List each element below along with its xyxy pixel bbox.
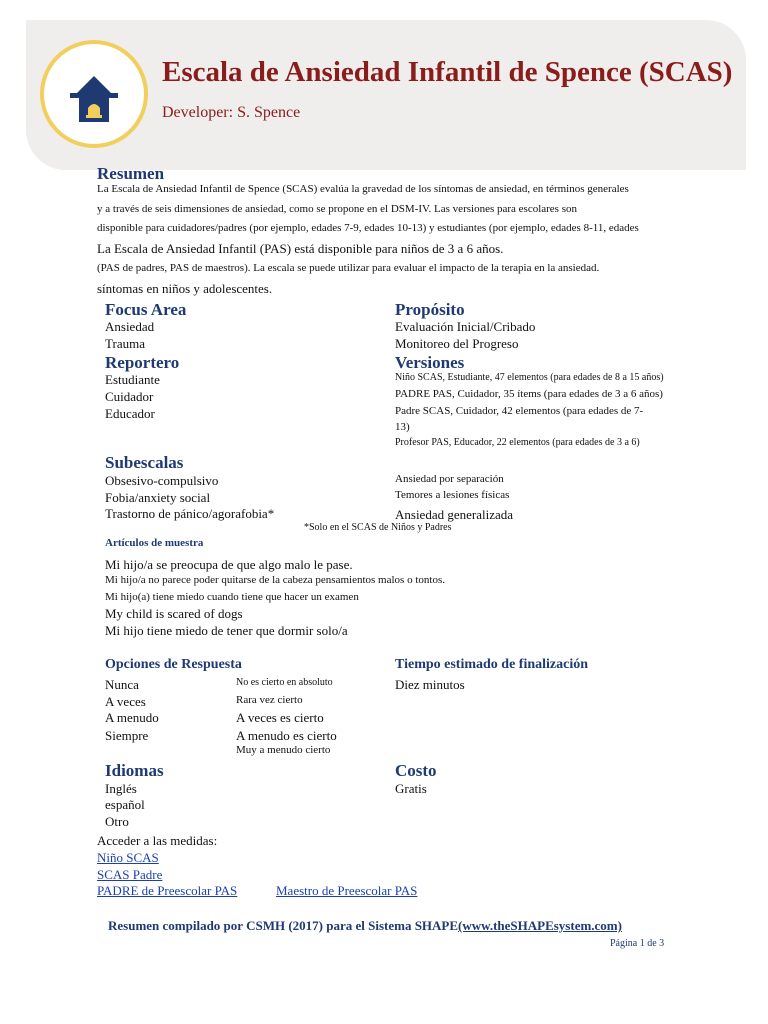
house-bell-icon [44, 44, 144, 144]
summary-line: La Escala de Ansiedad Infantil (PAS) está disponible para niños de 3 a 6 años. [97, 241, 504, 256]
version-item: Padre SCAS, Cuidador, 42 elementos (para edades de 7- [395, 405, 644, 417]
purpose-heading: Propósito [395, 300, 465, 319]
response-option-meaning: Muy a menudo cierto [236, 744, 331, 756]
cost-value: Gratis [395, 781, 427, 796]
version-item: 13) [395, 421, 410, 433]
summary-line: (PAS de padres, PAS de maestros). La escala se puede utilizar para evaluar el impacto de la terapia en la ansiedad. [97, 262, 600, 274]
focus-area-heading: Focus Area [105, 300, 187, 319]
time-value: Diez minutos [395, 677, 465, 692]
response-option: Nunca [105, 677, 139, 692]
summary-line: síntomas en niños y adolescentes. [97, 281, 273, 296]
subscale-item: Obsesivo-compulsivo [105, 473, 219, 488]
subscale-item: Ansiedad generalizada [395, 507, 514, 522]
language-item: español [105, 797, 145, 812]
subscale-item: Temores a lesiones físicas [395, 489, 510, 501]
subscale-item: Trastorno de pánico/agorafobia* [105, 506, 275, 521]
purpose-item: Monitoreo del Progreso [395, 336, 519, 351]
link-nino-scas[interactable]: Niño SCAS [97, 850, 159, 865]
link-scas-padre[interactable]: SCAS Padre [97, 867, 163, 882]
summary-line: La Escala de Ansiedad Infantil de Spence (SCAS) evalúa la gravedad de los síntomas de ansiedad, en términos generales [97, 183, 629, 195]
access-label: Acceder a las medidas: [97, 833, 218, 848]
reporter-item: Educador [105, 406, 155, 421]
reporter-item: Estudiante [105, 372, 160, 387]
response-option-meaning: A veces es cierto [236, 710, 324, 725]
purpose-item: Evaluación Inicial/Cribado [395, 319, 536, 334]
response-option-meaning: A menudo es cierto [236, 728, 337, 743]
logo [40, 40, 148, 148]
focus-area-item: Trauma [105, 336, 145, 351]
summary-heading: Resumen [97, 164, 165, 183]
footer-credit [108, 918, 622, 934]
link-maestro-preescolar-pas[interactable]: Maestro de Preescolar PAS [276, 883, 418, 898]
sample-item: Mi hijo/a se preocupa de que algo malo le pase. [105, 557, 353, 572]
language-item: Otro [105, 814, 129, 829]
languages-heading: Idiomas [105, 761, 164, 780]
reporter-heading: Reportero [105, 353, 180, 372]
page-number: Página 1 de 3 [610, 938, 665, 949]
response-option: A menudo [105, 710, 159, 725]
subscale-item: Ansiedad por separación [395, 473, 504, 485]
response-option-meaning: Rara vez cierto [236, 694, 303, 706]
sample-item: Mi hijo(a) tiene miedo cuando tiene que hacer un examen [105, 591, 359, 603]
version-item: Niño SCAS, Estudiante, 47 elementos (para edades de 8 a 15 años) [395, 372, 664, 383]
sample-item: My child is scared of dogs [105, 606, 243, 621]
focus-area-item: Ansiedad [105, 319, 155, 334]
sample-items-heading: Artículos de muestra [105, 537, 204, 549]
reporter-item: Cuidador [105, 389, 154, 404]
version-item: Profesor PAS, Educador, 22 elementos (para edades de 3 a 6) [395, 437, 640, 448]
cost-heading: Costo [395, 761, 437, 780]
response-option: A veces [105, 694, 146, 709]
summary-line: disponible para cuidadores/padres (por ejemplo, edades 7-9, edades 10-13) y estudiantes (por ejemplo, edades 8-11, edades [97, 222, 639, 234]
summary-line: y a través de seis dimensiones de ansiedad, como se propone en el DSM-IV. Las versiones para escolares son [97, 203, 577, 215]
language-item: Inglés [105, 781, 137, 796]
subscale-item: Fobia/anxiety social [105, 490, 211, 505]
versions-heading: Versiones [395, 353, 465, 372]
time-heading: Tiempo estimado de finalización [395, 657, 589, 672]
subscales-heading: Subescalas [105, 453, 184, 472]
response-option: Siempre [105, 728, 149, 743]
response-options-heading: Opciones de Respuesta [105, 657, 242, 672]
footer-website-link[interactable]: (www.theSHAPEsystem.com) [458, 918, 622, 933]
link-padre-preescolar-pas[interactable]: PADRE de Preescolar PAS [97, 883, 238, 898]
sample-item: Mi hijo/a no parece poder quitarse de la cabeza pensamientos malos o tontos. [105, 574, 445, 586]
page-title: Escala de Ansiedad Infantil de Spence (SCAS) [162, 56, 733, 88]
developer-label: Developer: S. Spence [162, 104, 301, 121]
subscale-note: *Solo en el SCAS de Niños y Padres [304, 522, 452, 533]
response-option-meaning: No es cierto en absoluto [236, 677, 333, 688]
sample-item: Mi hijo tiene miedo de tener que dormir solo/a [105, 623, 348, 638]
version-item: PADRE PAS, Cuidador, 35 ítems (para edades de 3 a 6 años) [395, 388, 663, 400]
footer-text: Resumen compilado por CSMH (2017) para el Sistema SHAPE [108, 918, 459, 933]
